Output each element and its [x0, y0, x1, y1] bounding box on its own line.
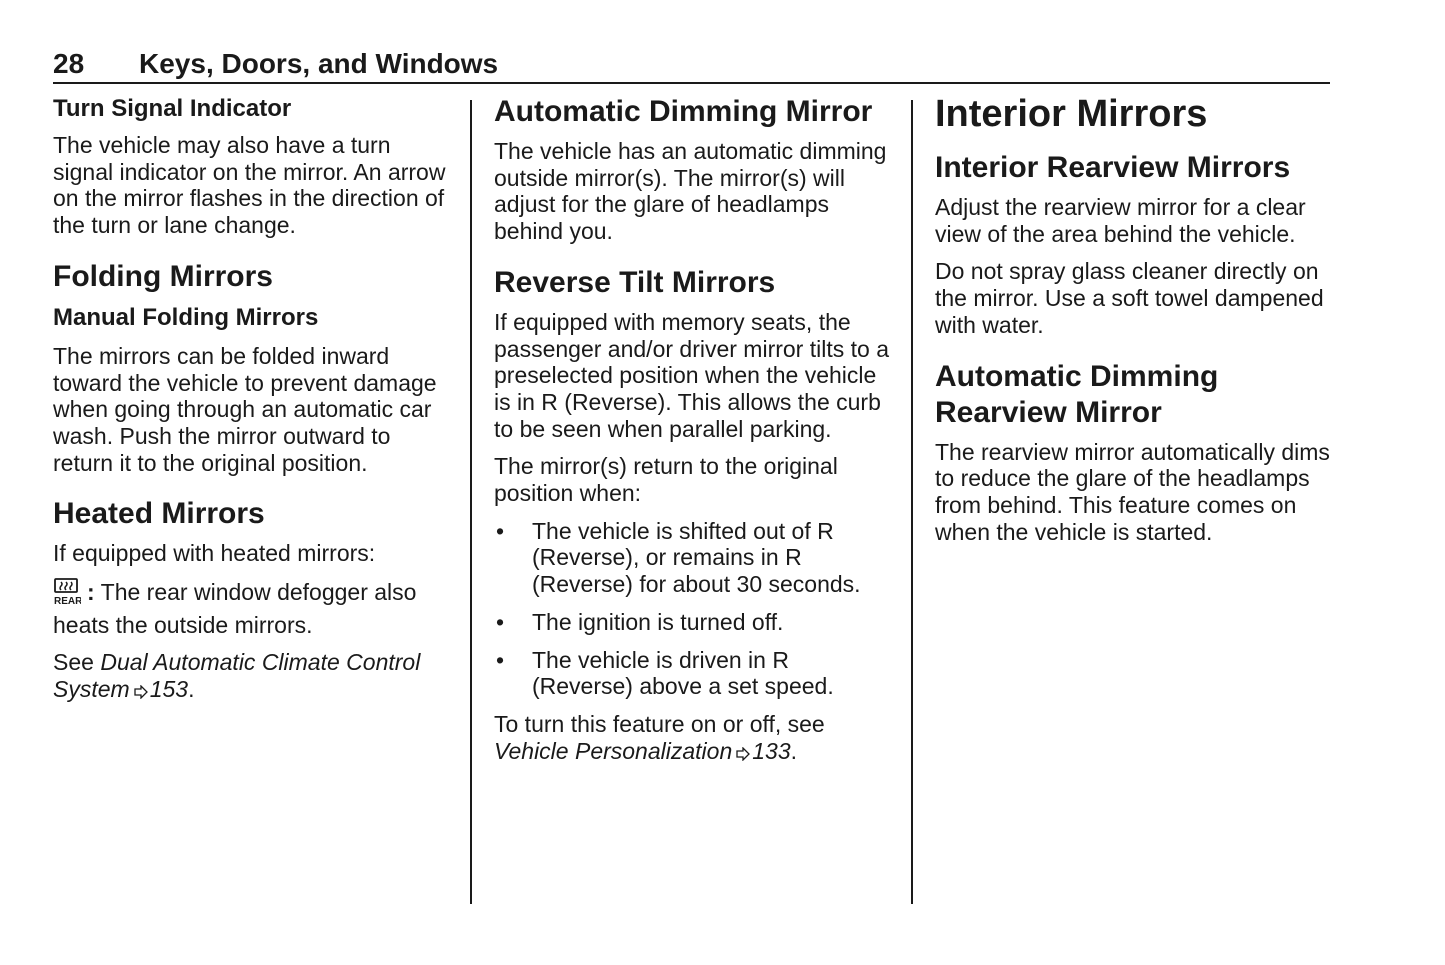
interior-rearview-heading: Interior Rearview Mirrors: [935, 151, 1291, 184]
column-divider-2: [911, 100, 913, 904]
manual-folding-heading: Manual Folding Mirrors: [53, 303, 319, 331]
column-2: [494, 94, 894, 777]
see-prefix: See: [53, 649, 94, 676]
climate-control-page[interactable]: 153: [149, 676, 189, 703]
auto-dimming-mirror-heading: Automatic Dimming Mirror: [494, 95, 873, 128]
vehicle-personalization-page[interactable]: 133: [752, 737, 791, 764]
reverse-tilt-outro: [494, 711, 894, 766]
heated-mirrors-heading: Heated Mirrors: [53, 497, 265, 531]
rear-icon-label: REAR: [54, 596, 81, 607]
outro-suffix: .: [790, 737, 797, 764]
heated-icon-text: The rear window defogger also heats the outside mirrors.: [53, 579, 417, 638]
heated-intro: If equipped with heated mirrors:: [53, 540, 376, 567]
climate-control-link[interactable]: Dual Automatic Climate Control System: [53, 649, 421, 703]
see-suffix: .: [188, 676, 195, 703]
folding-text: The mirrors can be folded inward toward the vehicle to prevent damage when going through an automatic car wash. Push the mirror outward to return it to the original position.: [53, 342, 437, 476]
list-item: [494, 609, 894, 636]
vehicle-personalization-link[interactable]: Vehicle Personalization: [494, 737, 733, 764]
list-item-text: The vehicle is driven in R (Reverse) above a set speed.: [532, 646, 834, 700]
interior-mirrors-heading: Interior Mirrors: [935, 93, 1208, 135]
icon-colon: :: [87, 579, 95, 606]
reverse-tilt-heading: Reverse Tilt Mirrors: [494, 265, 776, 299]
list-item-text: The ignition is turned off.: [532, 608, 784, 635]
auto-dimming-rearview-heading: Automatic Dimming Rearview Mirror: [935, 359, 1219, 429]
list-item: [494, 647, 894, 700]
rearview-text-1: Adjust the rearview mirror for a clear view of the area behind the vehicle.: [935, 194, 1306, 247]
auto-dimming-text: The vehicle has an automatic dimming outside mirror(s). The mirror(s) will adjust for the glare of headlamps behind you.: [494, 138, 887, 245]
page-ref-arrow-icon: [736, 740, 750, 767]
page-number: 28: [53, 48, 85, 79]
chapter-title: Keys, Doors, and Windows: [139, 48, 499, 79]
list-item: [494, 518, 894, 598]
column-3: [935, 94, 1335, 556]
list-item-text: The vehicle is shifted out of R (Reverse), or remains in R (Reverse) for about 30 seconds.: [532, 517, 861, 598]
bullet-icon: •: [496, 646, 505, 673]
turn-signal-text: The vehicle may also have a turn signal indicator on the mirror. An arrow on the mirror flashes in the direction of the turn or lane change.: [53, 132, 446, 239]
page-header: [53, 46, 1330, 84]
heated-icon-paragraph: [53, 578, 453, 638]
folding-mirrors-heading: Folding Mirrors: [53, 259, 273, 293]
reverse-tilt-bullet-list: [494, 518, 894, 700]
heated-see-reference: [53, 649, 453, 704]
reverse-tilt-text-1: If equipped with memory seats, the passenger and/or driver mirror tilts to a preselected position when the vehicle is in R (Reverse). This allows the curb to be seen when parallel parking.: [494, 308, 889, 442]
column-divider-1: [470, 100, 472, 904]
reverse-tilt-text-2: The mirror(s) return to the original position when:: [494, 453, 838, 507]
bullet-icon: •: [496, 517, 505, 544]
rearview-text-2: Do not spray glass cleaner directly on the mirror. Use a soft towel dampened with water.: [935, 258, 1324, 338]
bullet-icon: •: [496, 608, 505, 635]
column-1: [53, 94, 453, 716]
rear-defogger-icon: [53, 578, 81, 612]
turn-signal-heading: Turn Signal Indicator: [53, 95, 292, 122]
page-ref-arrow-icon: [134, 678, 148, 705]
outro-prefix: To turn this feature on or off, see: [494, 710, 825, 737]
auto-dimming-rearview-text: The rearview mirror automatically dims to reduce the glare of the headlamps from behind. This feature comes on when the vehicle is started.: [935, 438, 1330, 545]
